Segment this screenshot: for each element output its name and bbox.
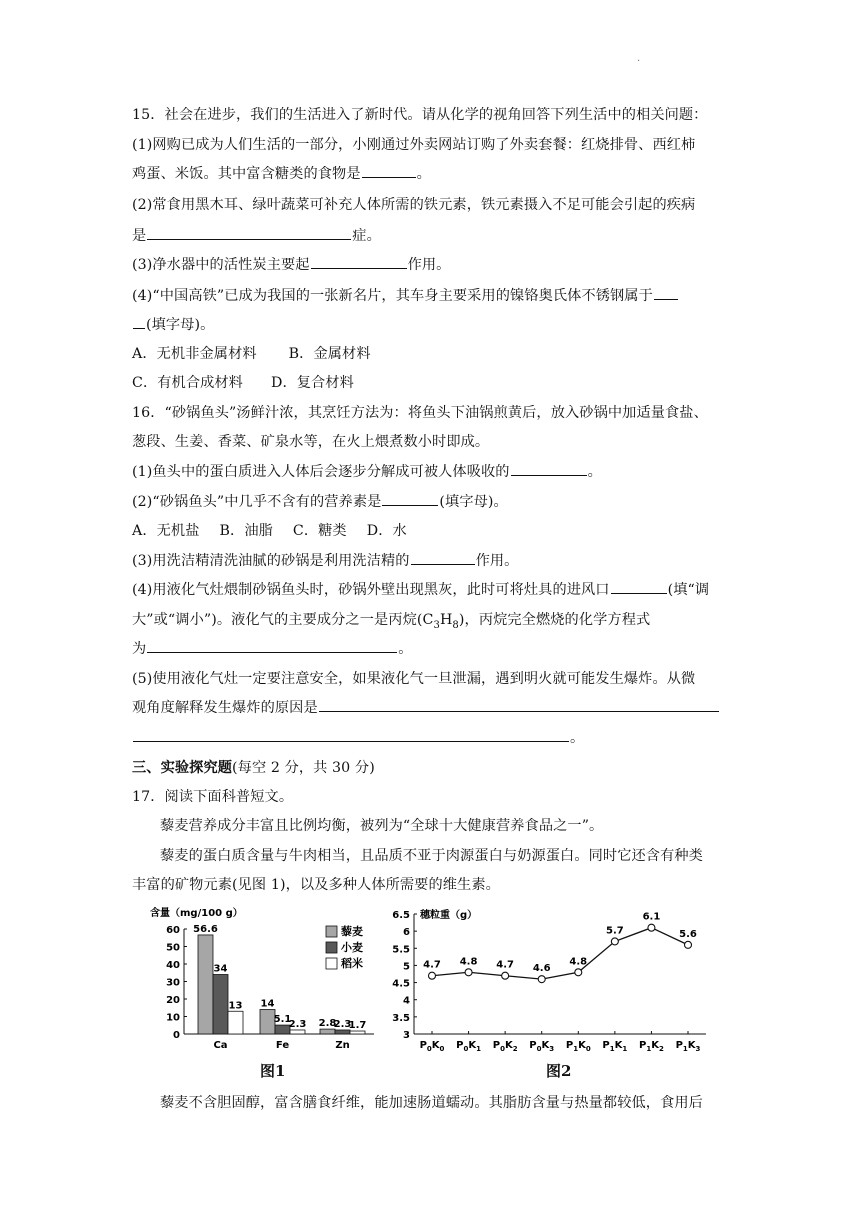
y-tick-label: 6.5 [392, 910, 410, 921]
x-tick-label: Zn [335, 1040, 350, 1051]
bar-value-label: 5.1 [273, 1014, 292, 1026]
q16-text: 。 [398, 641, 413, 657]
x-tick-label: $P_0K_0$ [419, 1040, 445, 1053]
bar [350, 1031, 365, 1034]
data-label: 4.8 [459, 956, 478, 968]
x-tick-label: $P_0K_1$ [456, 1040, 481, 1053]
bar-value-label: 56.6 [193, 923, 218, 935]
q16-text: 为 [132, 641, 147, 657]
bar [213, 975, 228, 1035]
x-tick-label: $P_1K_3$ [675, 1040, 701, 1053]
option-d: D．复合材料 [270, 375, 354, 391]
bar-value-label: 14 [260, 998, 275, 1010]
x-tick-label: $P_1K_0$ [565, 1040, 591, 1053]
y-tick-label: 5.5 [392, 944, 410, 956]
q17-paragraph-3: 藜麦不含胆固醇，富含膳食纤维，能加速肠道蠕动。其脂肪含量与热量都较低，食用后 [160, 1095, 703, 1111]
q15-text: (4)“中国高铁”已成为我国的一张新名片，其车身主要采用的镍铬奥氏体不锈钢属于 [132, 288, 653, 304]
data-label: 4.7 [423, 959, 441, 971]
data-label: 5.6 [679, 928, 697, 940]
figure-1-chart [144, 904, 384, 1058]
q16-line-8 [132, 638, 413, 658]
answer-blank[interactable] [382, 491, 438, 506]
data-point [538, 976, 545, 983]
q15-line-4: (2)常食用黑木耳、绿叶蔬菜可补充人体所需的铁元素，铁元素摄入不足可能会引起的疾病 [132, 197, 696, 213]
bar-value-label: 2.3 [288, 1018, 307, 1030]
option-b: B．油脂 [219, 523, 273, 539]
bar-value-label: 13 [228, 1000, 243, 1012]
page-mark: · [637, 56, 641, 67]
answer-blank[interactable] [362, 163, 416, 178]
y-tick-label: 4 [403, 995, 410, 1007]
answer-blank[interactable] [411, 550, 475, 565]
section-title: 三、实验探究题 [132, 760, 233, 776]
y-tick-label: 3 [403, 1030, 410, 1041]
q16-line-5 [132, 550, 518, 570]
q16-text: (4)用液化气灶煨制砂锅鱼头时，砂锅外壁出现黑灰，此时可将灶具的进风口 [132, 582, 610, 598]
y-tick-label: 0 [173, 1030, 180, 1041]
y-axis-label: 穗粒重（g） [420, 910, 478, 921]
option-a: A．无机非金属材料 [132, 346, 257, 362]
answer-blank[interactable] [311, 254, 407, 269]
x-tick-label: $P_1K_1$ [602, 1040, 628, 1053]
q16-text: H [439, 612, 453, 628]
section-note: (每空 2 分，共 30 分) [232, 760, 375, 776]
q16-text: 作用。 [475, 553, 519, 569]
q17-paragraph-2a: 藜麦的蛋白质含量与牛肉相当，且品质不亚于肉源蛋白与奶源蛋白。同时它还含有种类 [160, 848, 703, 864]
q15-text: 鸡蛋、米饭。其中富含糖类的食物是 [132, 166, 361, 182]
bar-value-label: 1.7 [348, 1020, 367, 1032]
option-b: B．金属材料 [288, 346, 371, 362]
figure-2-chart [384, 904, 714, 1066]
y-axis-label: 含量（mg/100 g） [150, 908, 243, 919]
answer-blank[interactable] [133, 314, 145, 329]
legend-label: 稻米 [341, 957, 363, 970]
q15-options-cd [132, 372, 354, 392]
q16-text: (填字母)。 [439, 494, 508, 510]
q15-line-3 [132, 163, 431, 183]
q15-line-2: (1)网购已成为人们生活的一部分，小刚通过外卖网站订购了外卖套餐：红烧排骨、西红柿 [132, 137, 696, 153]
y-tick-label: 4.5 [392, 978, 410, 990]
bar-value-label: 2.3 [333, 1018, 352, 1030]
legend-swatch [326, 926, 337, 937]
q16-line-10 [132, 697, 720, 717]
answer-blank[interactable] [611, 579, 667, 594]
q16-options [132, 520, 407, 540]
q16-text: 大”或“调小”)。液化气的主要成分之一是丙烷(C [132, 612, 434, 628]
q15-text: 。 [416, 166, 431, 182]
data-point [685, 941, 692, 948]
q15-text: 症。 [352, 228, 381, 244]
y-tick-label: 40 [166, 960, 180, 971]
data-point [465, 969, 472, 976]
data-point [611, 938, 618, 945]
q15-text: (填字母)。 [146, 317, 215, 333]
q17-line-1: 17．阅读下面科普短文。 [132, 789, 294, 805]
y-tick-label: 3.5 [392, 1012, 410, 1024]
bar-chart-svg [144, 904, 384, 1054]
subscript: 8 [452, 619, 459, 631]
y-tick-label: 5 [403, 961, 410, 973]
q16-line-11 [132, 727, 584, 747]
q17-paragraph-1: 藜麦营养成分丰富且比例均衡，被列为“全球十大健康营养食品之一”。 [160, 818, 604, 834]
answer-blank[interactable] [147, 225, 351, 240]
x-tick-label: Ca [213, 1040, 228, 1051]
q16-text: (填“调 [667, 582, 710, 598]
q15-options-ab [132, 343, 371, 363]
line-chart-svg [384, 904, 714, 1062]
bar-value-label: 34 [213, 963, 228, 975]
data-label: 4.7 [496, 959, 515, 971]
q16-line-4 [132, 491, 508, 511]
x-tick-label: $P_0K_3$ [529, 1040, 555, 1053]
y-tick-label: 20 [166, 995, 180, 1006]
q16-line-1: 16．“砂锅鱼头”汤鲜汁浓，其烹饪方法为：将鱼头下油锅煎黄后，放入砂锅中加适量食盐、 [132, 405, 708, 421]
answer-blank[interactable] [147, 638, 397, 653]
q15-line-1: 15．社会在进步，我们的生活进入了新时代。请从化学的视角回答下列生活中的相关问题： [132, 107, 708, 123]
q15-line-5 [132, 225, 381, 245]
q16-line-9: (5)使用液化气灶一定要注意安全，如果液化气一旦泄漏，遇到明火就可能发生爆炸。从微 [132, 671, 696, 687]
option-a: A．无机盐 [132, 523, 200, 539]
bar-value-label: 2.8 [318, 1018, 337, 1030]
q16-line-2: 葱段、生姜、香菜、矿泉水等，在火上煨煮数小时即成。 [132, 434, 490, 450]
section-3-heading [132, 757, 375, 777]
y-tick-label: 60 [166, 925, 180, 936]
data-label: 6.1 [642, 911, 661, 923]
y-tick-label: 30 [166, 977, 180, 989]
option-d: D．水 [366, 523, 407, 539]
y-tick-label: 6 [403, 927, 410, 939]
answer-blank[interactable] [654, 285, 678, 300]
q15-text: 作用。 [407, 257, 451, 273]
q16-line-3 [132, 461, 602, 481]
q15-text: 是 [132, 228, 147, 244]
data-label: 4.8 [569, 956, 588, 968]
data-label: 5.7 [605, 925, 624, 937]
figure-1-caption: 图1 [260, 1062, 286, 1080]
legend-swatch [326, 958, 337, 969]
legend-label: 藜麦 [341, 925, 363, 938]
answer-blank[interactable] [133, 727, 569, 742]
y-tick-label: 10 [166, 1012, 180, 1024]
option-c: C．有机合成材料 [132, 375, 243, 391]
answer-blank[interactable] [319, 697, 719, 712]
x-tick-label: $P_1K_2$ [639, 1040, 664, 1053]
q16-text: (2)“砂锅鱼头”中几乎不含有的营养素是 [132, 494, 382, 510]
bar [290, 1030, 305, 1034]
q16-text: 。 [570, 730, 585, 746]
subscript: 3 [433, 619, 440, 631]
legend-label: 小麦 [341, 941, 363, 954]
data-point [575, 969, 582, 976]
data-point [648, 924, 655, 931]
legend-swatch [326, 942, 337, 953]
q16-text: 观角度解释发生爆炸的原因是 [132, 700, 318, 716]
q15-line-6 [132, 254, 450, 274]
q16-text: (1)鱼头中的蛋白质进入人体后会逐步分解成可被人体吸收的 [132, 464, 510, 480]
q15-line-7 [132, 285, 679, 305]
x-tick-label: Fe [275, 1040, 290, 1051]
data-label: 4.6 [532, 963, 551, 975]
x-tick-label: $P_0K_2$ [492, 1040, 518, 1053]
q16-line-6 [132, 579, 709, 599]
answer-blank[interactable] [511, 461, 587, 476]
y-tick-label: 50 [166, 942, 180, 954]
q17-paragraph-2b: 丰富的矿物元素(见图 1)，以及多种人体所需要的维生素。 [132, 877, 500, 893]
q16-text: )，丙烷完全燃烧的化学方程式 [458, 612, 651, 628]
figure-2-caption: 图2 [546, 1062, 572, 1080]
q15-text: (3)净水器中的活性炭主要起 [132, 257, 310, 273]
q16-line-7 [132, 609, 650, 631]
bar [198, 935, 213, 1034]
option-c: C．糖类 [292, 523, 347, 539]
data-point [502, 972, 509, 979]
q16-text: (3)用洗洁精清洗油腻的砂锅是利用洗洁精的 [132, 553, 410, 569]
bar [228, 1011, 243, 1034]
q16-text: 。 [587, 464, 602, 480]
q15-line-8 [132, 314, 214, 334]
data-point [429, 972, 436, 979]
